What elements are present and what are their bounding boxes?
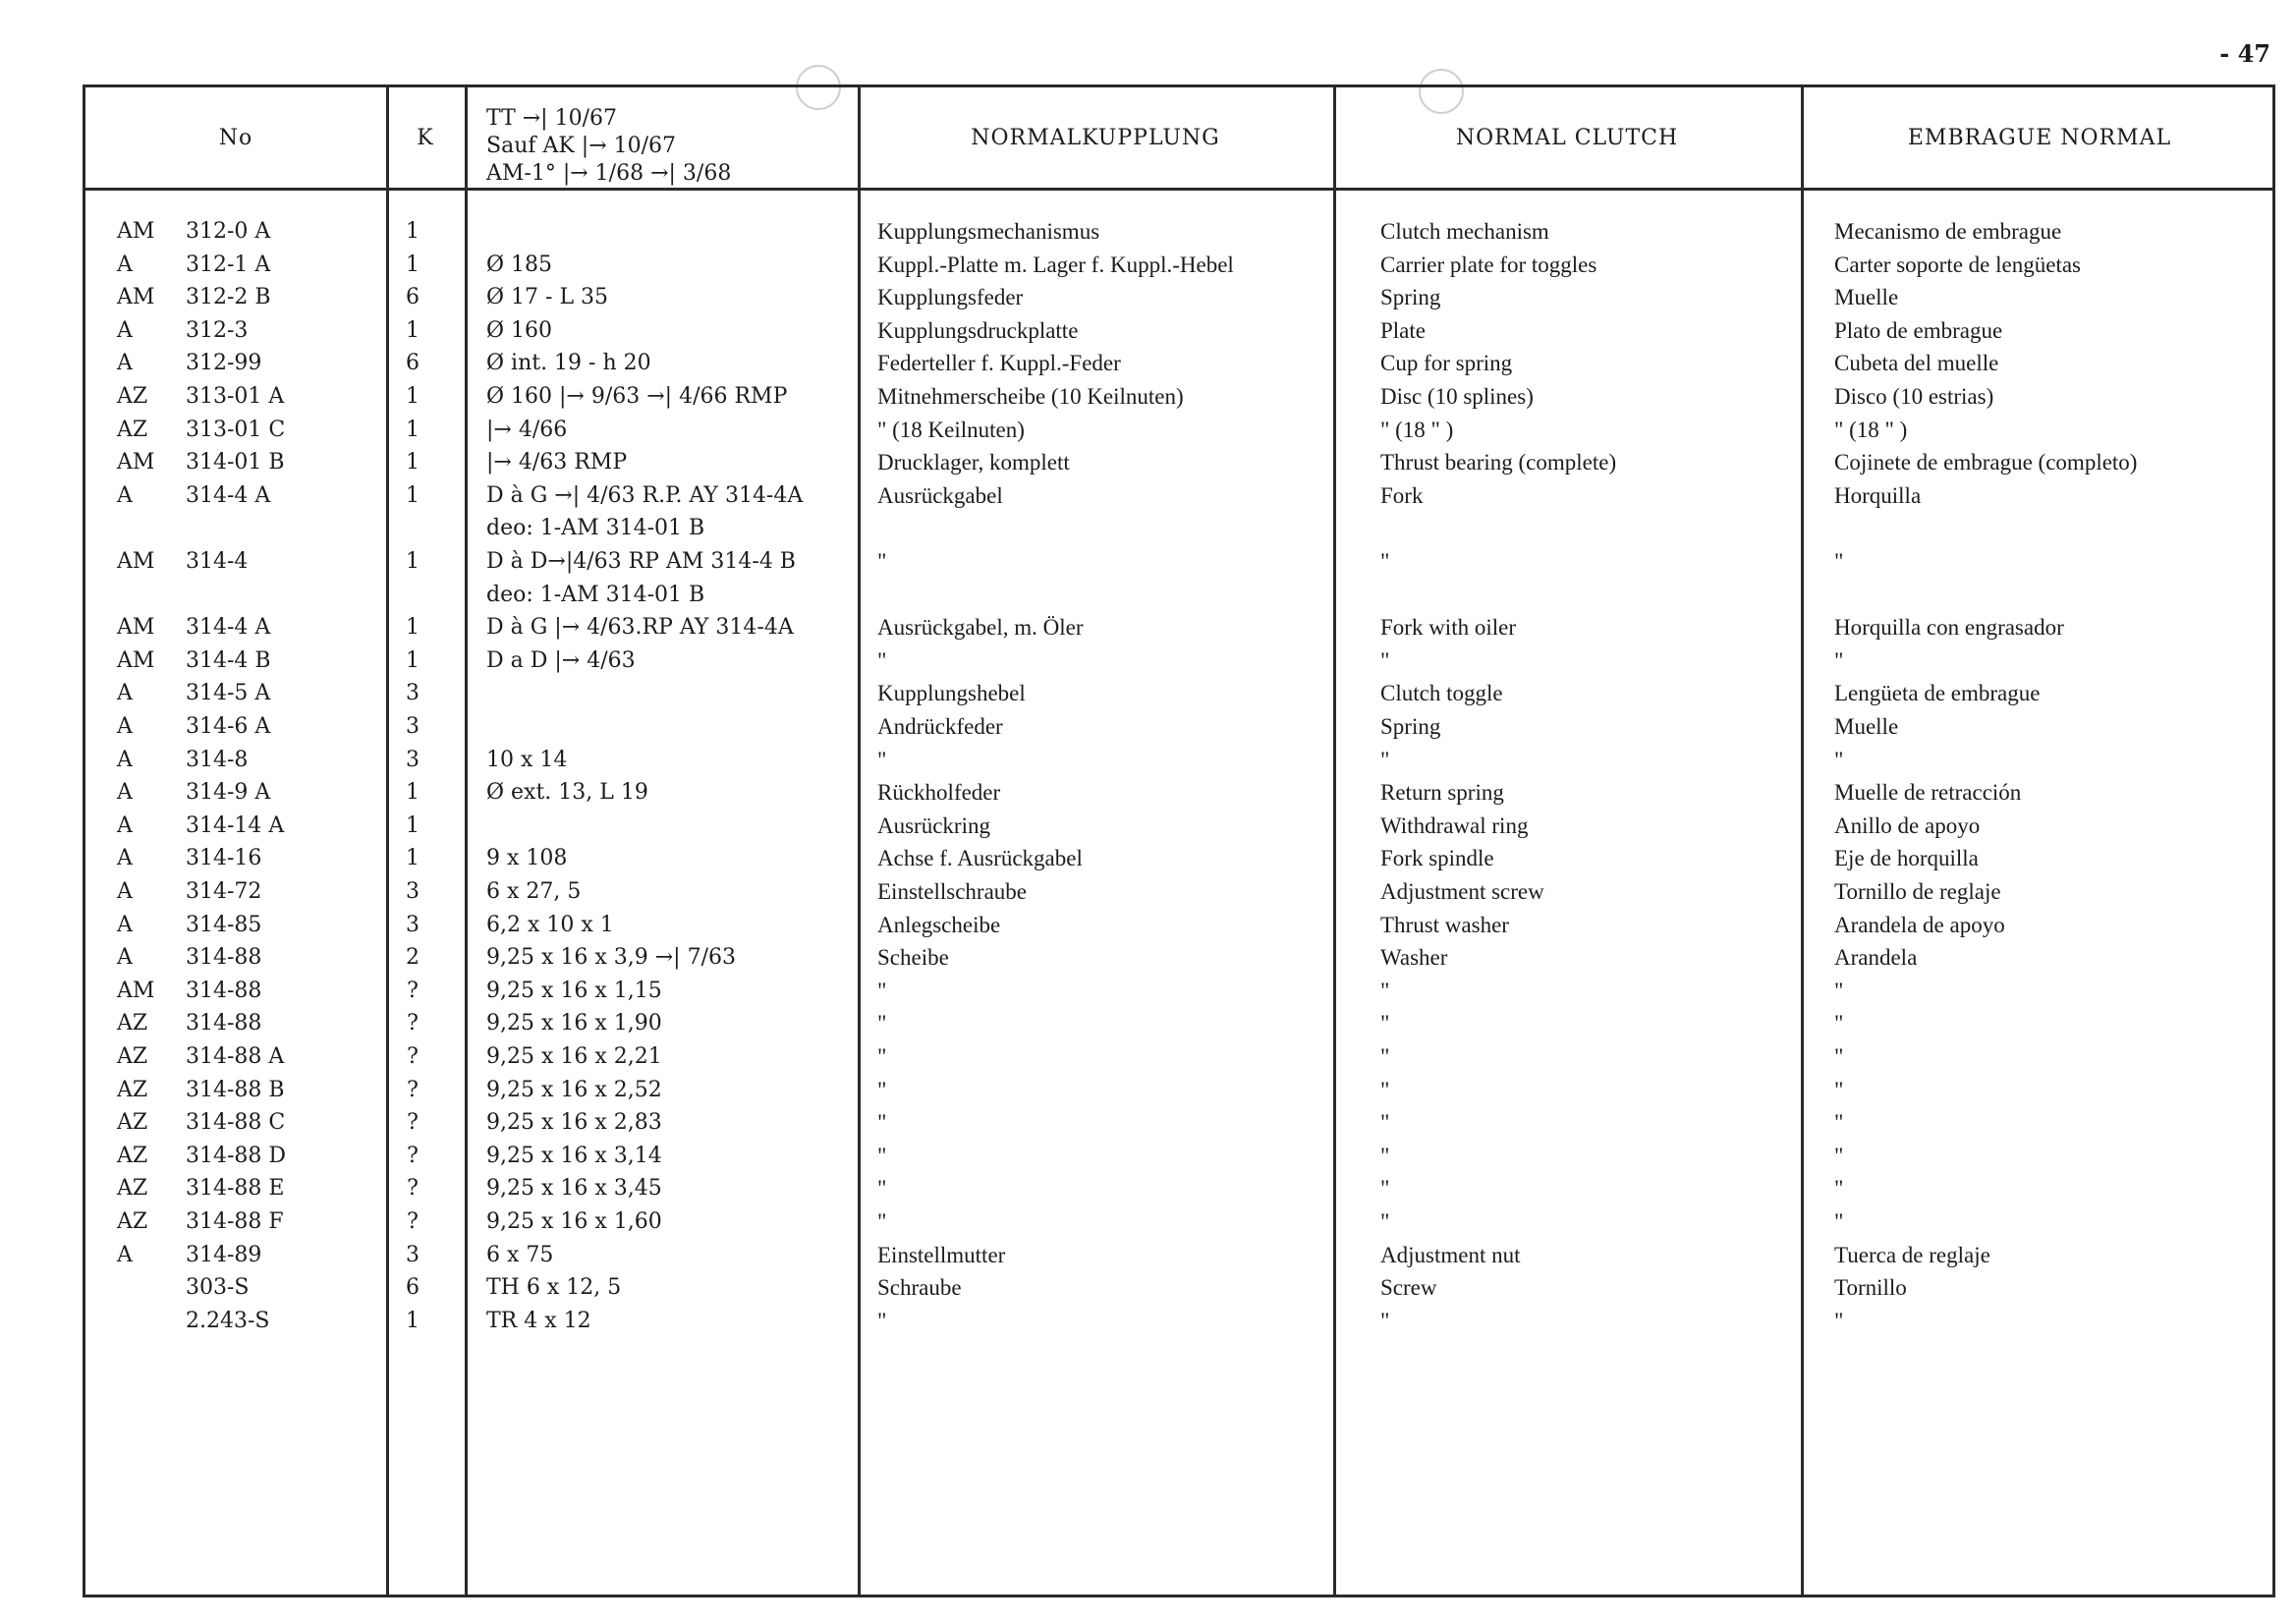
cell-part-number: 314-4 [186,549,249,574]
cell-prefix: AM [117,285,155,310]
cell-spanish: Tornillo de reglaje [1834,879,2001,904]
cell-prefix: A [117,482,133,508]
cell-prefix: AM [117,219,155,244]
cell-spec: 9,25 x 16 x 3,14 [486,1143,662,1168]
cell-prefix: AZ [117,1011,148,1036]
cell-spanish: " [1834,978,1844,1003]
cell-german: " [877,1077,887,1102]
table-row [85,1140,2272,1173]
cell-part-number: 314-88 [186,978,262,1003]
cell-english: Return spring [1380,780,1504,806]
cell-quantity: ? [407,1209,419,1234]
cell-german: " [877,978,887,1003]
cell-part-number: 312-2 B [186,285,271,310]
header-k: K [417,125,434,150]
cell-part-number: 314-16 [186,846,262,871]
cell-quantity: ? [407,1011,419,1036]
table-row [85,446,2272,479]
cell-prefix: A [117,681,133,706]
cell-german: " [877,549,887,574]
cell-spec: Ø 185 [486,252,553,277]
cell-prefix: AM [117,450,155,476]
cell-part-number: 314-88 C [186,1110,286,1136]
cell-part-number: 312-3 [186,317,249,343]
cell-spec: 9,25 x 16 x 1,15 [486,978,662,1003]
cell-spec: 9,25 x 16 x 2,21 [486,1044,662,1069]
table-row [85,776,2272,810]
table-row [85,909,2272,942]
cell-spec: 10 x 14 [486,747,568,772]
table-row [85,875,2272,909]
cell-german: Achse f. Ausrückgabel [877,846,1083,871]
cell-english: " [1380,978,1390,1003]
table-row [85,810,2272,843]
cell-quantity: 1 [406,615,420,641]
cell-german: Mitnehmerscheibe (10 Keilnuten) [877,384,1184,409]
cell-quantity: 1 [406,780,420,806]
table-row [85,512,2272,545]
cell-german: Einstellmutter [877,1242,1006,1267]
cell-spec: 6,2 x 10 x 1 [486,912,614,937]
cell-prefix: A [117,317,133,343]
cell-quantity: ? [407,1176,419,1202]
cell-part-number: 314-4 A [186,615,271,641]
cell-spec: 9,25 x 16 x 2,52 [486,1077,662,1102]
cell-part-number: 314-5 A [186,681,271,706]
cell-english: " [1380,1077,1390,1102]
cell-spanish: Eje de horquilla [1834,846,1979,871]
cell-spec: 9,25 x 16 x 3,45 [486,1176,662,1202]
cell-part-number: 314-88 A [186,1044,285,1069]
cell-quantity: ? [407,978,419,1003]
cell-spec: 6 x 27, 5 [486,879,582,904]
header-models [486,105,731,188]
table-row [85,710,2272,744]
cell-german: Schraube [877,1275,962,1301]
cell-german: " [877,1143,887,1168]
cell-german: Kupplungsfeder [877,285,1024,310]
header-german: NORMALKUPPLUNG [971,125,1220,150]
table-row [85,1305,2272,1338]
cell-quantity: 1 [406,384,420,409]
cell-quantity: 6 [406,351,420,376]
cell-prefix: A [117,812,133,838]
cell-quantity: ? [407,1143,419,1168]
cell-english: " [1380,1011,1390,1036]
header-model-line: TT →| 10/67 [486,106,617,131]
cell-english: Spring [1380,714,1441,739]
cell-quantity: 1 [406,1308,420,1333]
cell-part-number: 314-8 [186,747,249,772]
cell-quantity: ? [407,1044,419,1069]
cell-prefix: AZ [117,1209,148,1234]
cell-prefix: AM [117,615,155,641]
cell-spanish: Muelle [1834,285,1899,310]
cell-spanish: " [1834,1308,1844,1333]
cell-german: Kupplungsdruckplatte [877,317,1079,343]
cell-spanish: Carter soporte de lengüetas [1834,252,2081,277]
table-row [85,1205,2272,1239]
cell-english: " [1380,1176,1390,1202]
cell-quantity: 6 [406,285,420,310]
cell-german: " [877,1011,887,1036]
cell-part-number: 314-88 [186,945,262,971]
cell-part-number: 314-14 A [186,812,285,838]
cell-prefix: AZ [117,1110,148,1136]
table-row [85,281,2272,314]
cell-spanish: Disco (10 estrias) [1834,384,1994,409]
cell-quantity: 3 [406,1242,420,1267]
cell-quantity: 1 [406,482,420,508]
cell-german: " [877,1209,887,1234]
cell-prefix: AZ [117,1044,148,1069]
cell-english: Spring [1380,285,1441,310]
cell-spec: Ø 17 - L 35 [486,285,609,310]
cell-quantity: ? [407,1077,419,1102]
cell-spec: TH 6 x 12, 5 [486,1275,622,1301]
cell-prefix: AZ [117,1176,148,1202]
cell-english: Adjustment nut [1380,1242,1521,1267]
cell-prefix: A [117,780,133,806]
cell-english: Fork with oiler [1380,615,1516,641]
cell-english: " [1380,549,1390,574]
cell-german: Ausrückring [877,812,990,838]
cell-prefix: A [117,846,133,871]
cell-english: Disc (10 splines) [1380,384,1534,409]
cell-german: Scheibe [877,945,949,971]
cell-quantity: 6 [406,1275,420,1301]
cell-part-number: 314-9 A [186,780,271,806]
cell-german: Anlegscheibe [877,912,1001,937]
cell-german: Federteller f. Kuppl.-Feder [877,351,1121,376]
cell-spanish: Horquilla con engrasador [1834,615,2064,641]
cell-quantity: 1 [406,846,420,871]
cell-prefix: A [117,747,133,772]
cell-spec: |→ 4/63 RMP [486,450,628,476]
cell-spec: D a D |→ 4/63 [486,647,636,673]
cell-prefix: AZ [117,1077,148,1102]
cell-spanish: Arandela [1834,945,1918,971]
cell-spanish: " [1834,1143,1844,1168]
table-row [85,744,2272,777]
cell-english: Fork [1380,482,1424,508]
table-row [85,677,2272,710]
cell-spec: deo: 1-AM 314-01 B [486,582,705,607]
cell-english: Clutch mechanism [1380,219,1549,244]
cell-english: Thrust bearing (complete) [1380,450,1617,476]
table-row [85,1040,2272,1074]
cell-part-number: 314-88 E [186,1176,285,1202]
cell-spec: |→ 4/66 [486,417,568,442]
table-row [85,1007,2272,1040]
cell-german: " [877,1044,887,1069]
cell-english: Fork spindle [1380,846,1494,871]
cell-quantity: 3 [406,879,420,904]
header-spanish: EMBRAGUE NORMAL [1907,125,2172,150]
cell-spec: 9,25 x 16 x 1,90 [486,1011,662,1036]
cell-spanish: Lengüeta de embrague [1834,681,2041,706]
cell-prefix: A [117,1242,133,1267]
cell-prefix: AZ [117,384,148,409]
cell-english: " [1380,1143,1390,1168]
cell-prefix: AM [117,647,155,673]
table-row [85,249,2272,282]
cell-part-number: 314-85 [186,912,262,937]
cell-part-number: 314-88 [186,1011,262,1036]
cell-part-number: 314-4 B [186,647,271,673]
cell-spec: D à D→|4/63 RP AM 314-4 B [486,549,796,574]
cell-quantity: 3 [406,681,420,706]
table-row [85,1106,2272,1140]
cell-spanish: Cubeta del muelle [1834,351,1999,376]
cell-spanish: Mecanismo de embrague [1834,219,2062,244]
cell-prefix: AZ [117,417,148,442]
table-row [85,380,2272,414]
cell-german: " [877,1176,887,1202]
cell-quantity: 2 [406,945,420,971]
cell-quantity: 3 [406,912,420,937]
cell-spanish: " [1834,647,1844,673]
table-row [85,215,2272,249]
cell-spanish: Anillo de apoyo [1834,812,1981,838]
parts-table [83,84,2275,1597]
cell-part-number: 314-88 D [186,1143,287,1168]
cell-english: " (18 " ) [1380,417,1454,442]
table-row [85,1172,2272,1205]
cell-english: Thrust washer [1380,912,1509,937]
cell-spanish: Arandela de apoyo [1834,912,2005,937]
cell-german: Kupplungshebel [877,681,1026,706]
cell-german: Ausrückgabel [877,482,1003,508]
cell-german: " (18 Keilnuten) [877,417,1025,442]
cell-german: Kuppl.-Platte m. Lager f. Kuppl.-Hebel [877,252,1234,277]
header-model-line: Sauf AK |→ 10/67 [486,134,677,158]
cell-part-number: 312-99 [186,351,262,376]
cell-prefix: A [117,252,133,277]
table-row [85,414,2272,447]
table-row [85,644,2272,678]
cell-english: " [1380,747,1390,772]
cell-part-number: 314-4 A [186,482,271,508]
cell-english: " [1380,1110,1390,1136]
cell-spanish: Plato de embrague [1834,317,2003,343]
cell-spanish: Tornillo [1834,1275,1907,1301]
cell-part-number: 2.243-S [186,1308,270,1333]
cell-spanish: " [1834,1110,1844,1136]
cell-spec: TR 4 x 12 [486,1308,591,1333]
cell-spec: 9 x 108 [486,846,568,871]
table-row [85,347,2272,380]
cell-english: Washer [1380,945,1448,971]
table-row [85,314,2272,348]
cell-german: " [877,1110,887,1136]
cell-spanish: " [1834,549,1844,574]
header-model-line: AM-1° |→ 1/68 →| 3/68 [486,161,732,186]
cell-spec: 6 x 75 [486,1242,554,1267]
table-row [85,545,2272,579]
cell-spanish: Horquilla [1834,482,1922,508]
table-row [85,842,2272,875]
cell-prefix: A [117,714,133,739]
cell-german: " [877,747,887,772]
cell-spec: Ø ext. 13, L 19 [486,780,648,806]
cell-spec: deo: 1-AM 314-01 B [486,516,705,541]
cell-quantity: 3 [406,747,420,772]
cell-part-number: 313-01 C [186,417,286,442]
cell-german: Rückholfeder [877,780,1001,806]
cell-part-number: 314-88 B [186,1077,285,1102]
cell-quantity: 3 [406,714,420,739]
cell-quantity: 1 [406,219,420,244]
cell-spanish: " [1834,1044,1844,1069]
cell-prefix: AM [117,978,155,1003]
cell-prefix: A [117,912,133,937]
cell-prefix: AZ [117,1143,148,1168]
cell-quantity: 1 [406,317,420,343]
table-row [85,975,2272,1008]
table-row [85,1271,2272,1305]
cell-spanish: " [1834,1011,1844,1036]
cell-spanish: " [1834,747,1844,772]
cell-quantity: 1 [406,450,420,476]
cell-spanish: Muelle de retracción [1834,780,2022,806]
cell-part-number: 314-72 [186,879,262,904]
cell-spec: D à G |→ 4/63.RP AY 314-4A [486,615,794,641]
cell-part-number: 314-89 [186,1242,262,1267]
cell-spanish: " [1834,1077,1844,1102]
cell-quantity: 1 [406,549,420,574]
cell-english: Clutch toggle [1380,681,1503,706]
cell-spec: 9,25 x 16 x 2,83 [486,1110,662,1136]
cell-english: Carrier plate for toggles [1380,252,1597,277]
cell-english: " [1380,647,1390,673]
cell-part-number: 303-S [186,1275,250,1301]
table-row [85,579,2272,612]
header-rule [85,188,2272,191]
cell-spec: 9,25 x 16 x 1,60 [486,1209,662,1234]
table-row [85,1239,2272,1272]
cell-quantity: 1 [406,417,420,442]
cell-english: " [1380,1044,1390,1069]
page-number: - 47 [2219,39,2270,68]
cell-english: Adjustment screw [1380,879,1544,904]
cell-english: Cup for spring [1380,351,1513,376]
header-english: NORMAL CLUTCH [1455,125,1679,150]
cell-part-number: 313-01 A [186,384,285,409]
cell-part-number: 314-6 A [186,714,271,739]
cell-english: Plate [1380,317,1426,343]
cell-part-number: 314-88 F [186,1209,284,1234]
cell-part-number: 314-01 B [186,450,285,476]
cell-english: Screw [1380,1275,1437,1301]
cell-spanish: " (18 " ) [1834,417,1908,442]
table-row [85,479,2272,513]
cell-spanish: " [1834,1209,1844,1234]
cell-spanish: Cojinete de embrague (completo) [1834,450,2138,476]
cell-english: Withdrawal ring [1380,812,1529,838]
cell-german: Ausrückgabel, m. Öler [877,615,1084,641]
cell-german: Andrückfeder [877,714,1003,739]
cell-quantity: 1 [406,647,420,673]
cell-spanish: Muelle [1834,714,1899,739]
cell-english: " [1380,1308,1390,1333]
cell-prefix: A [117,879,133,904]
cell-german: " [877,1308,887,1333]
cell-spanish: " [1834,1176,1844,1202]
cell-spanish: Tuerca de reglaje [1834,1242,1990,1267]
cell-spec: Ø 160 [486,317,553,343]
cell-german: Einstellschraube [877,879,1028,904]
cell-german: " [877,647,887,673]
table-row [85,611,2272,644]
cell-prefix: A [117,351,133,376]
cell-english: " [1380,1209,1390,1234]
cell-german: Drucklager, komplett [877,450,1070,476]
cell-part-number: 312-1 A [186,252,271,277]
cell-prefix: A [117,945,133,971]
cell-german: Kupplungsmechanismus [877,219,1100,244]
header-no: No [218,125,253,150]
table-row [85,1074,2272,1107]
cell-part-number: 312-0 A [186,219,271,244]
table-row [85,941,2272,975]
cell-quantity: 1 [406,812,420,838]
cell-spec: Ø 160 |→ 9/63 →| 4/66 RMP [486,384,788,409]
cell-spec: Ø int. 19 - h 20 [486,351,651,376]
cell-spec: 9,25 x 16 x 3,9 →| 7/63 [486,945,736,971]
cell-prefix: AM [117,549,155,574]
cell-spec: D à G →| 4/63 R.P. AY 314-4A [486,482,804,508]
cell-quantity: ? [407,1110,419,1136]
cell-quantity: 1 [406,252,420,277]
